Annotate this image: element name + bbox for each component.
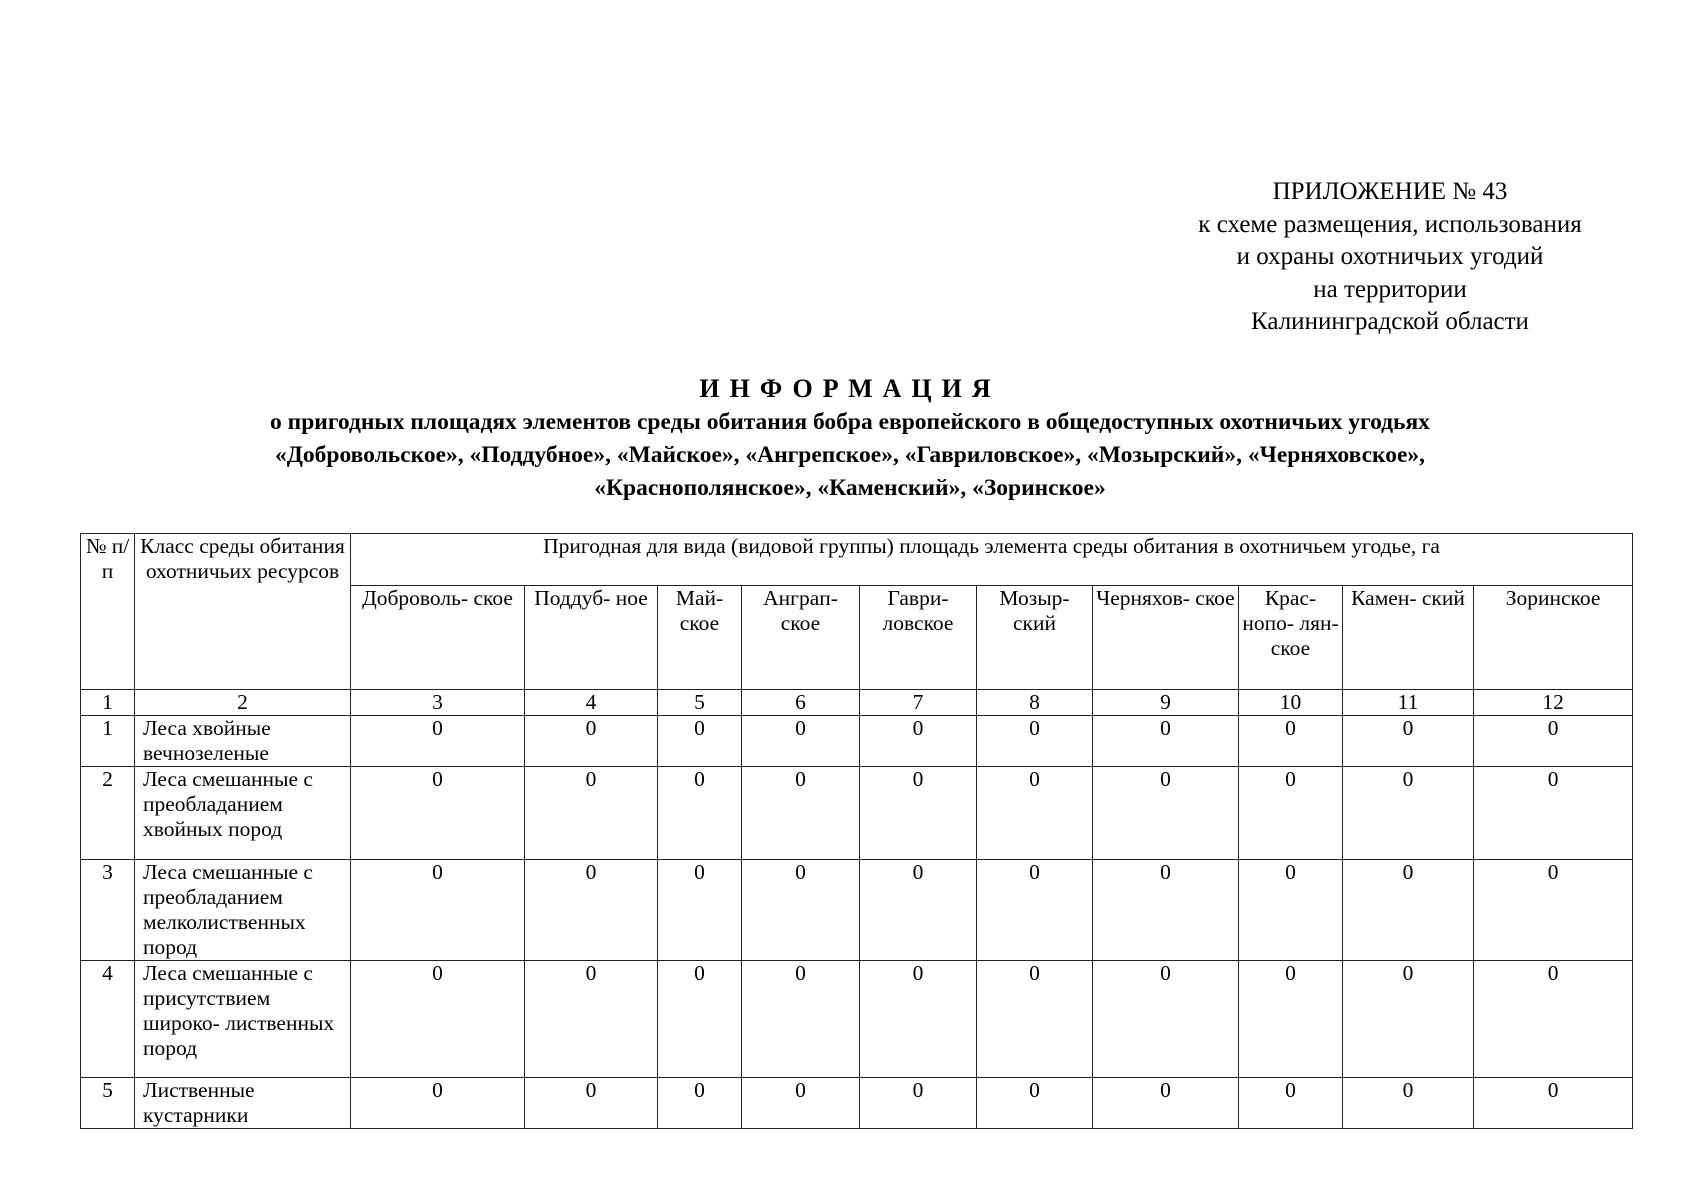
area-value: 0 [860,860,977,961]
header-area-group: Пригодная для вида (видовой группы) площадь элемента среды обитания в охотничьем угодье, га [351,534,1633,586]
area-value: 0 [977,961,1093,1078]
area-value: 0 [351,1078,525,1129]
area-value: 0 [977,860,1093,961]
area-value: 0 [351,961,525,1078]
area-value: 0 [351,716,525,767]
header-area: Мозыр- ский [977,586,1093,690]
header-habitat-class: Класс среды обитания охотничьих ресурсов [135,534,351,690]
area-value: 0 [860,1078,977,1129]
area-value: 0 [1474,860,1633,961]
header-area: Камен- ский [1343,586,1474,690]
area-value: 0 [658,716,742,767]
header-area: Ангрaп- ское [742,586,860,690]
column-number: 10 [1239,690,1343,716]
area-value: 0 [1474,961,1633,1078]
area-value: 0 [1093,961,1239,1078]
area-value: 0 [977,1078,1093,1129]
habitat-class-name: Леса хвойные вечнозеленые [135,716,351,767]
table-row [81,961,1633,1078]
habitat-class-name: Леса смешанные с преобладанием мелколиственных пород [135,860,351,961]
column-number: 7 [860,690,977,716]
document-subtitle: «Краснополянское», «Каменский», «Зоринское» [594,475,1106,501]
area-value: 0 [1093,860,1239,961]
area-value: 0 [1239,767,1343,860]
area-value: 0 [1239,860,1343,961]
row-number: 2 [81,767,135,860]
column-number: 9 [1093,690,1239,716]
area-value: 0 [1474,1078,1633,1129]
column-number: 6 [742,690,860,716]
area-value: 0 [1474,767,1633,860]
column-number: 11 [1343,690,1474,716]
document-subtitle: о пригодных площадях элементов среды обитания бобра европейского в общедоступных охотничьих угодьях [270,409,1430,435]
area-value: 0 [977,767,1093,860]
area-value: 0 [742,961,860,1078]
area-value: 0 [742,767,860,860]
column-number: 1 [81,690,135,716]
row-number: 4 [81,961,135,1078]
area-value: 0 [525,1078,658,1129]
header-area: Зоринское [1474,586,1633,690]
column-number: 3 [351,690,525,716]
header-area: Черняхов- ское [1093,586,1239,690]
appendix-line: на территории [1313,275,1467,303]
row-number: 5 [81,1078,135,1129]
table-row [81,1078,1633,1129]
area-value: 0 [1343,860,1474,961]
document-title: ИНФОРМАЦИЯ [699,374,1001,403]
area-value: 0 [860,716,977,767]
area-value: 0 [525,860,658,961]
column-number: 12 [1474,690,1633,716]
area-value: 0 [742,716,860,767]
area-value: 0 [1239,1078,1343,1129]
area-value: 0 [525,716,658,767]
area-value: 0 [351,860,525,961]
table-row [81,767,1633,860]
area-value: 0 [1093,716,1239,767]
area-value: 0 [977,716,1093,767]
appendix-number: ПРИЛОЖЕНИЕ № 43 [1272,178,1508,205]
area-value: 0 [351,767,525,860]
appendix-line: к схеме размещения, использования [1198,210,1582,238]
area-value: 0 [1343,1078,1474,1129]
row-number: 1 [81,716,135,767]
header-area: Крас- нопо- лян- ское [1239,586,1343,690]
area-value: 0 [742,1078,860,1129]
table-row [81,716,1633,767]
appendix-line: и охраны охотничьих угодий [1236,243,1544,270]
column-number: 5 [658,690,742,716]
column-number: 4 [525,690,658,716]
habitat-class-name: Лиственные кустарники [135,1078,351,1129]
area-value: 0 [658,961,742,1078]
document-heading [90,372,1610,505]
area-value: 0 [860,961,977,1078]
area-value: 0 [1239,961,1343,1078]
header-area: Поддуб- ное [525,586,658,690]
header-area: Гаври- ловское [860,586,977,690]
area-value: 0 [1343,961,1474,1078]
header-area: Май- ское [658,586,742,690]
habitat-area-table [80,533,1633,1129]
area-value: 0 [1093,767,1239,860]
area-value: 0 [525,767,658,860]
area-value: 0 [658,860,742,961]
area-value: 0 [1474,716,1633,767]
area-value: 0 [1343,767,1474,860]
area-value: 0 [658,767,742,860]
habitat-class-name: Леса смешанные с преобладанием хвойных пород [135,767,351,860]
table-row [81,860,1633,961]
area-value: 0 [860,767,977,860]
area-value: 0 [658,1078,742,1129]
area-value: 0 [1093,1078,1239,1129]
header-number: № п/п [81,534,135,690]
column-number: 2 [135,690,351,716]
column-number: 8 [977,690,1093,716]
appendix-block [1150,176,1630,339]
document-subtitle: «Добровольское», «Поддубное», «Майское», «Ангрепское», «Гавриловское», «Мозырский», «Черняховское», [274,442,1426,468]
area-value: 0 [1343,716,1474,767]
appendix-line: Калининградской области [1251,308,1529,335]
row-number: 3 [81,860,135,961]
habitat-class-name: Леса смешанные с присутствием широко- лиственных пород [135,961,351,1078]
area-value: 0 [525,961,658,1078]
area-value: 0 [1239,716,1343,767]
header-area: Доброволь- ское [351,586,525,690]
area-value: 0 [742,860,860,961]
